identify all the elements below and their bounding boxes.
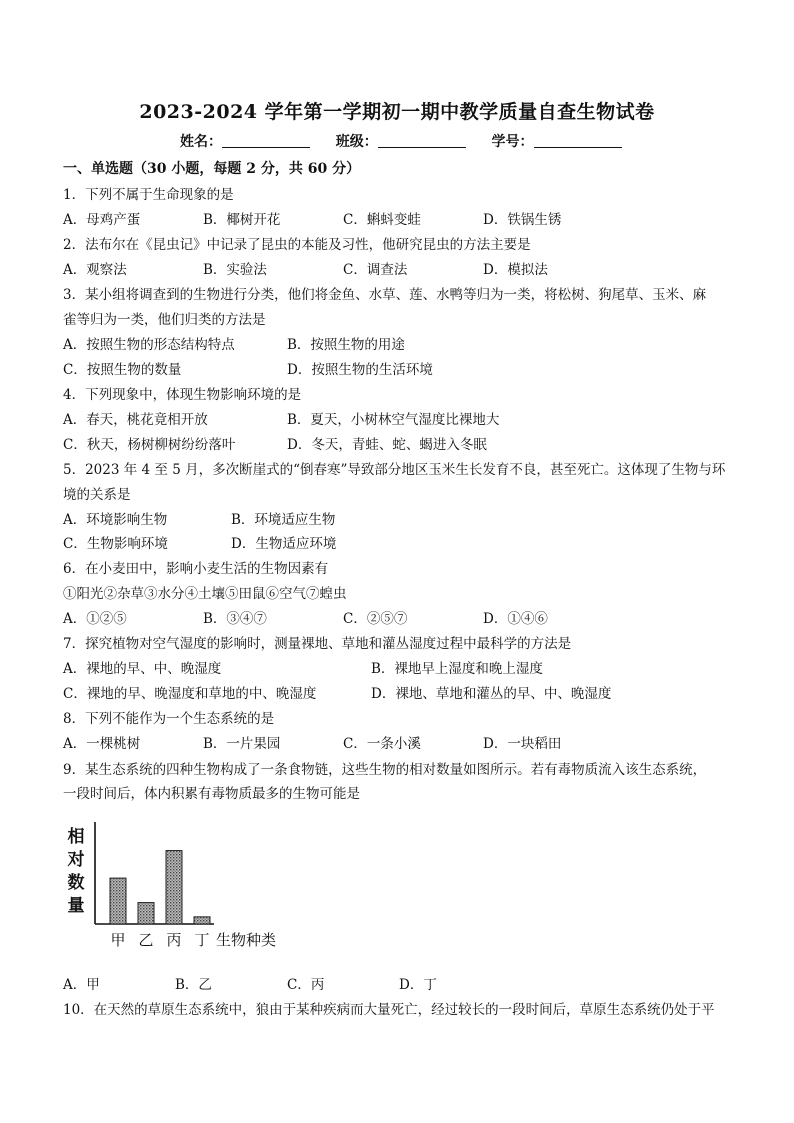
- question-9-stem-line2: 一段时间后，体内积累有毒物质最多的生物可能是: [63, 786, 360, 802]
- question-4-stem: 4．下列现象中，体现生物影响环境的是: [63, 387, 302, 403]
- q7-option-c: C．裸地的早、晚湿度和草地的中、晚湿度: [63, 686, 317, 702]
- question-1-stem: 1．下列不属于生命现象的是: [63, 187, 234, 203]
- q7-option-b: B．裸地早上湿度和晚上湿度: [371, 661, 543, 677]
- q6-option-d: D．①④⑥: [483, 611, 548, 627]
- q7-option-d: D．裸地、草地和灌丛的早、中、晚湿度: [371, 686, 612, 702]
- q2-option-a: A．观察法: [63, 262, 127, 278]
- q3-option-d: D．按照生物的生活环境: [287, 362, 433, 378]
- bar-甲: [110, 878, 126, 924]
- q6-option-b: B．③④⑦: [203, 611, 267, 627]
- q3-option-a: A．按照生物的形态结构特点: [63, 337, 235, 353]
- question-6-stem: 6．在小麦田中，影响小麦生活的生物因素有: [63, 561, 329, 577]
- q3-option-b: B．按照生物的用途: [287, 337, 405, 353]
- q9-option-c: C．丙: [287, 977, 325, 993]
- q6-option-c: C．②⑤⑦: [343, 611, 408, 627]
- q2-option-c: C．调查法: [343, 262, 408, 278]
- relative-quantity-bar-chart: [62, 812, 292, 962]
- q1-option-b: B．椰树开花: [203, 212, 281, 228]
- x-tick-labels: [110, 931, 209, 949]
- y-axis-label: [68, 826, 85, 916]
- q8-option-b: B．一片果园: [203, 736, 281, 752]
- q2-option-d: D．模拟法: [483, 262, 548, 278]
- q8-option-c: C．一条小溪: [343, 736, 421, 752]
- q3-option-c: C．按照生物的数量: [63, 362, 182, 378]
- question-3-stem-line2: 雀等归为一类，他们归类的方法是: [63, 312, 266, 328]
- q9-option-a: A．甲: [63, 977, 100, 993]
- question-8-stem: 8．下列不能作为一个生态系统的是: [63, 711, 275, 727]
- class-label: 班级：: [335, 134, 378, 150]
- q5-option-c: C．生物影响环境: [63, 536, 168, 552]
- q4-option-d: D．冬天，青蛙、蛇、蝎进入冬眠: [287, 437, 487, 453]
- question-5-stem-line1: 5．2023 年 4 至 5 月，多次断崖式的“倒春寒”导致部分地区玉米生长发育不良，甚至死亡。这体现了生物与环: [63, 462, 726, 478]
- name-label: 姓名：: [180, 134, 222, 150]
- x-axis-label: 生物种类: [216, 931, 277, 949]
- y-axis-label-char: 量: [67, 896, 85, 916]
- x-tick-label: 丁: [194, 931, 210, 949]
- q4-option-b: B．夏天，小树林空气湿度比裸地大: [287, 412, 500, 428]
- bar-丙: [166, 851, 182, 924]
- q2-option-b: B．实验法: [203, 262, 267, 278]
- question-10-stem-line1: 10．在天然的草原生态系统中，狼由于某种疾病而大量死亡，经过较长的一段时间后，草原生态系统仍处于平: [63, 1002, 715, 1018]
- x-tick-label: 丙: [166, 931, 182, 949]
- q4-option-c: C．秋天，杨树柳树纷纷落叶: [63, 437, 236, 453]
- name-blank: [222, 133, 310, 148]
- question-9-stem-line1: 9．某生态系统的四种生物构成了一条食物链，这些生物的相对数量如图所示。若有毒物质流入该生态系统，: [63, 762, 707, 778]
- bar-丁: [194, 917, 210, 924]
- q8-option-d: D．一块稻田: [483, 736, 562, 752]
- y-axis-label-char: 数: [67, 873, 85, 893]
- question-6-items: ①阳光②杂草③水分④土壤⑤田鼠⑥空气⑦蝗虫: [63, 586, 347, 602]
- q4-option-a: A．春天，桃花竟相开放: [63, 412, 208, 428]
- question-3-stem-line1: 3．某小组将调查到的生物进行分类，他们将金鱼、水草、莲、水鸭等归为一类，将松树、狗尾草、玉米、麻: [63, 287, 707, 303]
- q5-option-d: D．生物适应环境: [231, 536, 337, 552]
- q9-option-d: D．丁: [399, 977, 437, 993]
- id-label: 学号：: [491, 134, 534, 150]
- bars-group: [110, 851, 210, 924]
- x-tick-label: 乙: [138, 931, 154, 949]
- q7-option-a: A．裸地的早、中、晚湿度: [63, 661, 222, 677]
- q6-option-a: A．①②⑤: [63, 611, 127, 627]
- exam-title: 2023-2024 学年第一学期初一期中教学质量自查生物试卷: [139, 101, 655, 123]
- student-info-row: [180, 131, 622, 151]
- y-axis-label-char: 对: [67, 850, 85, 870]
- q9-option-b: B．乙: [175, 977, 212, 993]
- bar-乙: [138, 903, 154, 924]
- section-heading: 一、单选题（30 小题，每题 2 分，共 60 分）: [63, 161, 361, 177]
- id-blank: [534, 133, 622, 148]
- question-5-stem-line2: 境的关系是: [63, 487, 131, 503]
- question-2-stem: 2．法布尔在《昆虫记》中记录了昆虫的本能及习性，他研究昆虫的方法主要是: [63, 237, 531, 253]
- q5-option-a: A．环境影响生物: [63, 512, 168, 528]
- class-blank: [378, 133, 466, 148]
- q8-option-a: A．一棵桃树: [63, 736, 141, 752]
- q1-option-a: A．母鸡产蛋: [63, 212, 141, 228]
- x-tick-label: 甲: [110, 931, 126, 949]
- q5-option-b: B．环境适应生物: [231, 512, 336, 528]
- question-7-stem: 7．探究植物对空气湿度的影响时，测量裸地、草地和灌丛湿度过程中最科学的方法是: [63, 636, 572, 652]
- q1-option-d: D．铁锅生锈: [483, 212, 562, 228]
- y-axis-label-char: 相: [67, 827, 85, 847]
- q1-option-c: C．蝌蚪变蛙: [343, 212, 421, 228]
